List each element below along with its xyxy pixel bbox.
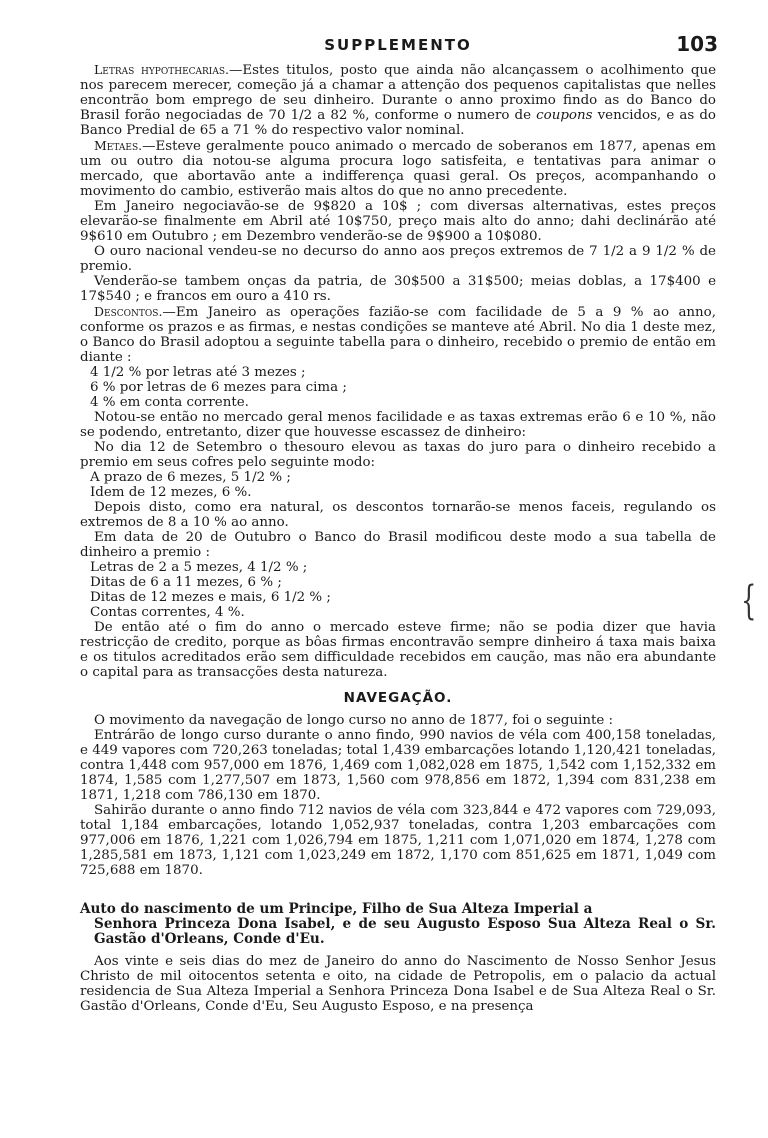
paragraph-ouro: O ouro nacional vendeu-se no decurso do anno aos preços extremos de 7 1/2 a 9 1/2 % de premio.: [80, 244, 716, 274]
navegacao-sahidas: Sahirão durante o anno findo 712 navios de véla com 323,844 e 472 vapores com 729,093, total 1,184 embarcações, lotando 1,052,937 toneladas, contra 1,203 embarcações com 977,006 em 1876, 1,221 com 1,026,794 em 1875, 1,211 com 1,071,020 em 1874, 1,278 com 1,285,581 em 1873, 1,121 com 1,023,249 em 1872, 1,170 com 851,625 em 1871, 1,049 com 725,688 em 1870.: [80, 803, 716, 878]
auto-text: Aos vinte e seis dias do mez de Janeiro do anno do Nascimento de Nosso Senhor Jesus Christo de mil oitocentos setenta e oito, na cidade de Petropolis, em o palacio da actual residencia de Sua Alteza Imperial a Senhora Princeza Dona Isabel e de Sua Alteza Real o Sr. Gastão d'Orleans, Conde d'Eu, Seu Augusto Esposo, e na presença: [80, 954, 716, 1014]
paragraph-descontos: [80, 304, 716, 365]
paragraph-letras-hypothecarias: [80, 62, 716, 138]
tabella2-item: A prazo de 6 mezes, 5 1/2 % ;: [90, 470, 291, 485]
paragraph-janeiro: Em Janeiro negociavão-se de 9$820 a 10$ ; com diversas alternativas, estes preços elevarão-se finalmente em Abril até 10$750, preço mais alto do anno; dahi declinárão até 9$610 em Outubro ; em Dezembro venderão-se de 9$900 a 10$080.: [80, 199, 716, 244]
paragraph-notou: Notou-se então no mercado geral menos facilidade e as taxas extremas erão 6 e 10 %, não se podendo, entretanto, dizer que houvesse escassez de dinheiro:: [80, 410, 716, 440]
letras-text-end: vencidos, e as do Banco Predial de 65 a 71 % do respectivo valor nominal.: [80, 108, 716, 138]
tabella3-item: Contas correntes, 4 %.: [90, 605, 245, 620]
tabella1-item: 6 % por letras de 6 mezes para cima ;: [90, 380, 347, 395]
metaes-text: —Esteve geralmente pouco animado o mercado de soberanos em 1877, apenas em um ou outro dia notou-se alguma procura logo satisfeita, e tentativas para animar o mercado, que abortavão ante a indifferença quasi geral. Os preços, acompanhando o movimento do cambio, estiverão mais altos do que no anno precedente.: [80, 139, 716, 199]
tabella3-item: Ditas de 12 mezes e mais, 6 1/2 % ;: [90, 590, 331, 605]
page-title: SUPPLEMENTO: [324, 36, 472, 54]
letras-text: —Estes titulos, posto que ainda não alcançassem o acolhimento que nos parecem merecer, começão já a chamar a attenção dos pequenos capitalistas que nelles encontrão bom emprego de seu dinheiro. Durante o anno proximo findo as do Banco do Brasil forão negociadas de 70 1/2 a 82 %, conforme o numero de: [80, 63, 716, 123]
paragraph-final: De então até o fim do anno o mercado esteve firme; não se podia dizer que havia restricção de credito, porque as bôas firmas encontravão sempre dinheiro á taxa mais baixa e os titulos acreditados erão sem difficuldade recebidos em caução, mas não era abundante o capital para as transacções desta natureza.: [80, 620, 716, 680]
document-page: [80, 32, 718, 1014]
paragraph-depois: Depois disto, como era natural, os descontos tornarão-se menos faceis, regulando os extremos de 8 a 10 % ao anno.: [80, 500, 716, 530]
descontos-heading: Descontos.: [94, 304, 163, 319]
tabella3-item: Ditas de 6 a 11 mezes, 6 % ;: [90, 575, 282, 590]
auto-title-line1: Auto do nascimento de um Principe, Filho de Sua Alteza Imperial a: [80, 901, 593, 917]
paragraph-outubro: Em data de 20 de Outubro o Banco do Brasil modificou deste modo a sua tabella de dinheiro a premio :: [80, 530, 716, 560]
letras-heading: Letras hypothecarias.: [94, 62, 229, 77]
paragraph-setembro: No dia 12 de Setembro o thesouro elevou as taxas do juro para o dinheiro recebido a premio em seus cofres pelo seguinte modo:: [80, 440, 716, 470]
tabella2-item: Idem de 12 mezes, 6 %.: [90, 485, 252, 500]
tabella1-item: 4 % em conta corrente.: [90, 395, 249, 410]
tabella3-item: Letras de 2 a 5 mezes, 4 1/2 % ;: [90, 560, 308, 575]
paragraph-oncas: Venderão-se tambem onças da patria, de 30$500 a 31$500; meias doblas, a 17$400 e 17$540 ; e francos em ouro a 410 rs.: [80, 274, 716, 304]
letras-coupons: coupons: [536, 108, 593, 123]
page-header: [80, 32, 718, 62]
descontos-text: —Em Janeiro as operações fazião-se com facilidade de 5 a 9 % ao anno, conforme os prazos e as firmas, e nestas condições se manteve até Abril. No dia 1 deste mez, o Banco do Brasil adoptou a seguinte tabella para o dinheiro, recebido o premio de então em diante :: [80, 305, 716, 365]
paragraph-metaes: [80, 138, 716, 199]
auto-title-line2: Senhora Princeza Dona Isabel, e de seu Augusto Esposo Sua Alteza Real o Sr. Gastão d'Orleans, Conde d'Eu.: [94, 916, 716, 947]
margin-brace-mark: {: [741, 578, 757, 624]
auto-title: [80, 902, 716, 947]
tabella1-item: 4 1/2 % por letras até 3 mezes ;: [90, 365, 306, 380]
metaes-heading: Metaes.: [94, 138, 143, 153]
page-number: 103: [676, 32, 718, 56]
navegacao-heading: NAVEGAÇÃO.: [343, 690, 453, 706]
navegacao-intro: O movimento da navegação de longo curso no anno de 1877, foi o seguinte :: [94, 713, 614, 728]
navegacao-entradas: Entrárão de longo curso durante o anno findo, 990 navios de véla com 400,158 toneladas, e 449 vapores com 720,263 toneladas; total 1,439 embarcações lotando 1,120,421 toneladas, contra 1,448 com 957,000 em 1876, 1,469 com 1,082,028 em 1875, 1,542 com 1,152,332 em 1874, 1,585 com 1,277,507 em 1873, 1,560 com 978,856 em 1872, 1,394 com 831,238 em 1871, 1,218 com 786,130 em 1870.: [80, 728, 716, 803]
